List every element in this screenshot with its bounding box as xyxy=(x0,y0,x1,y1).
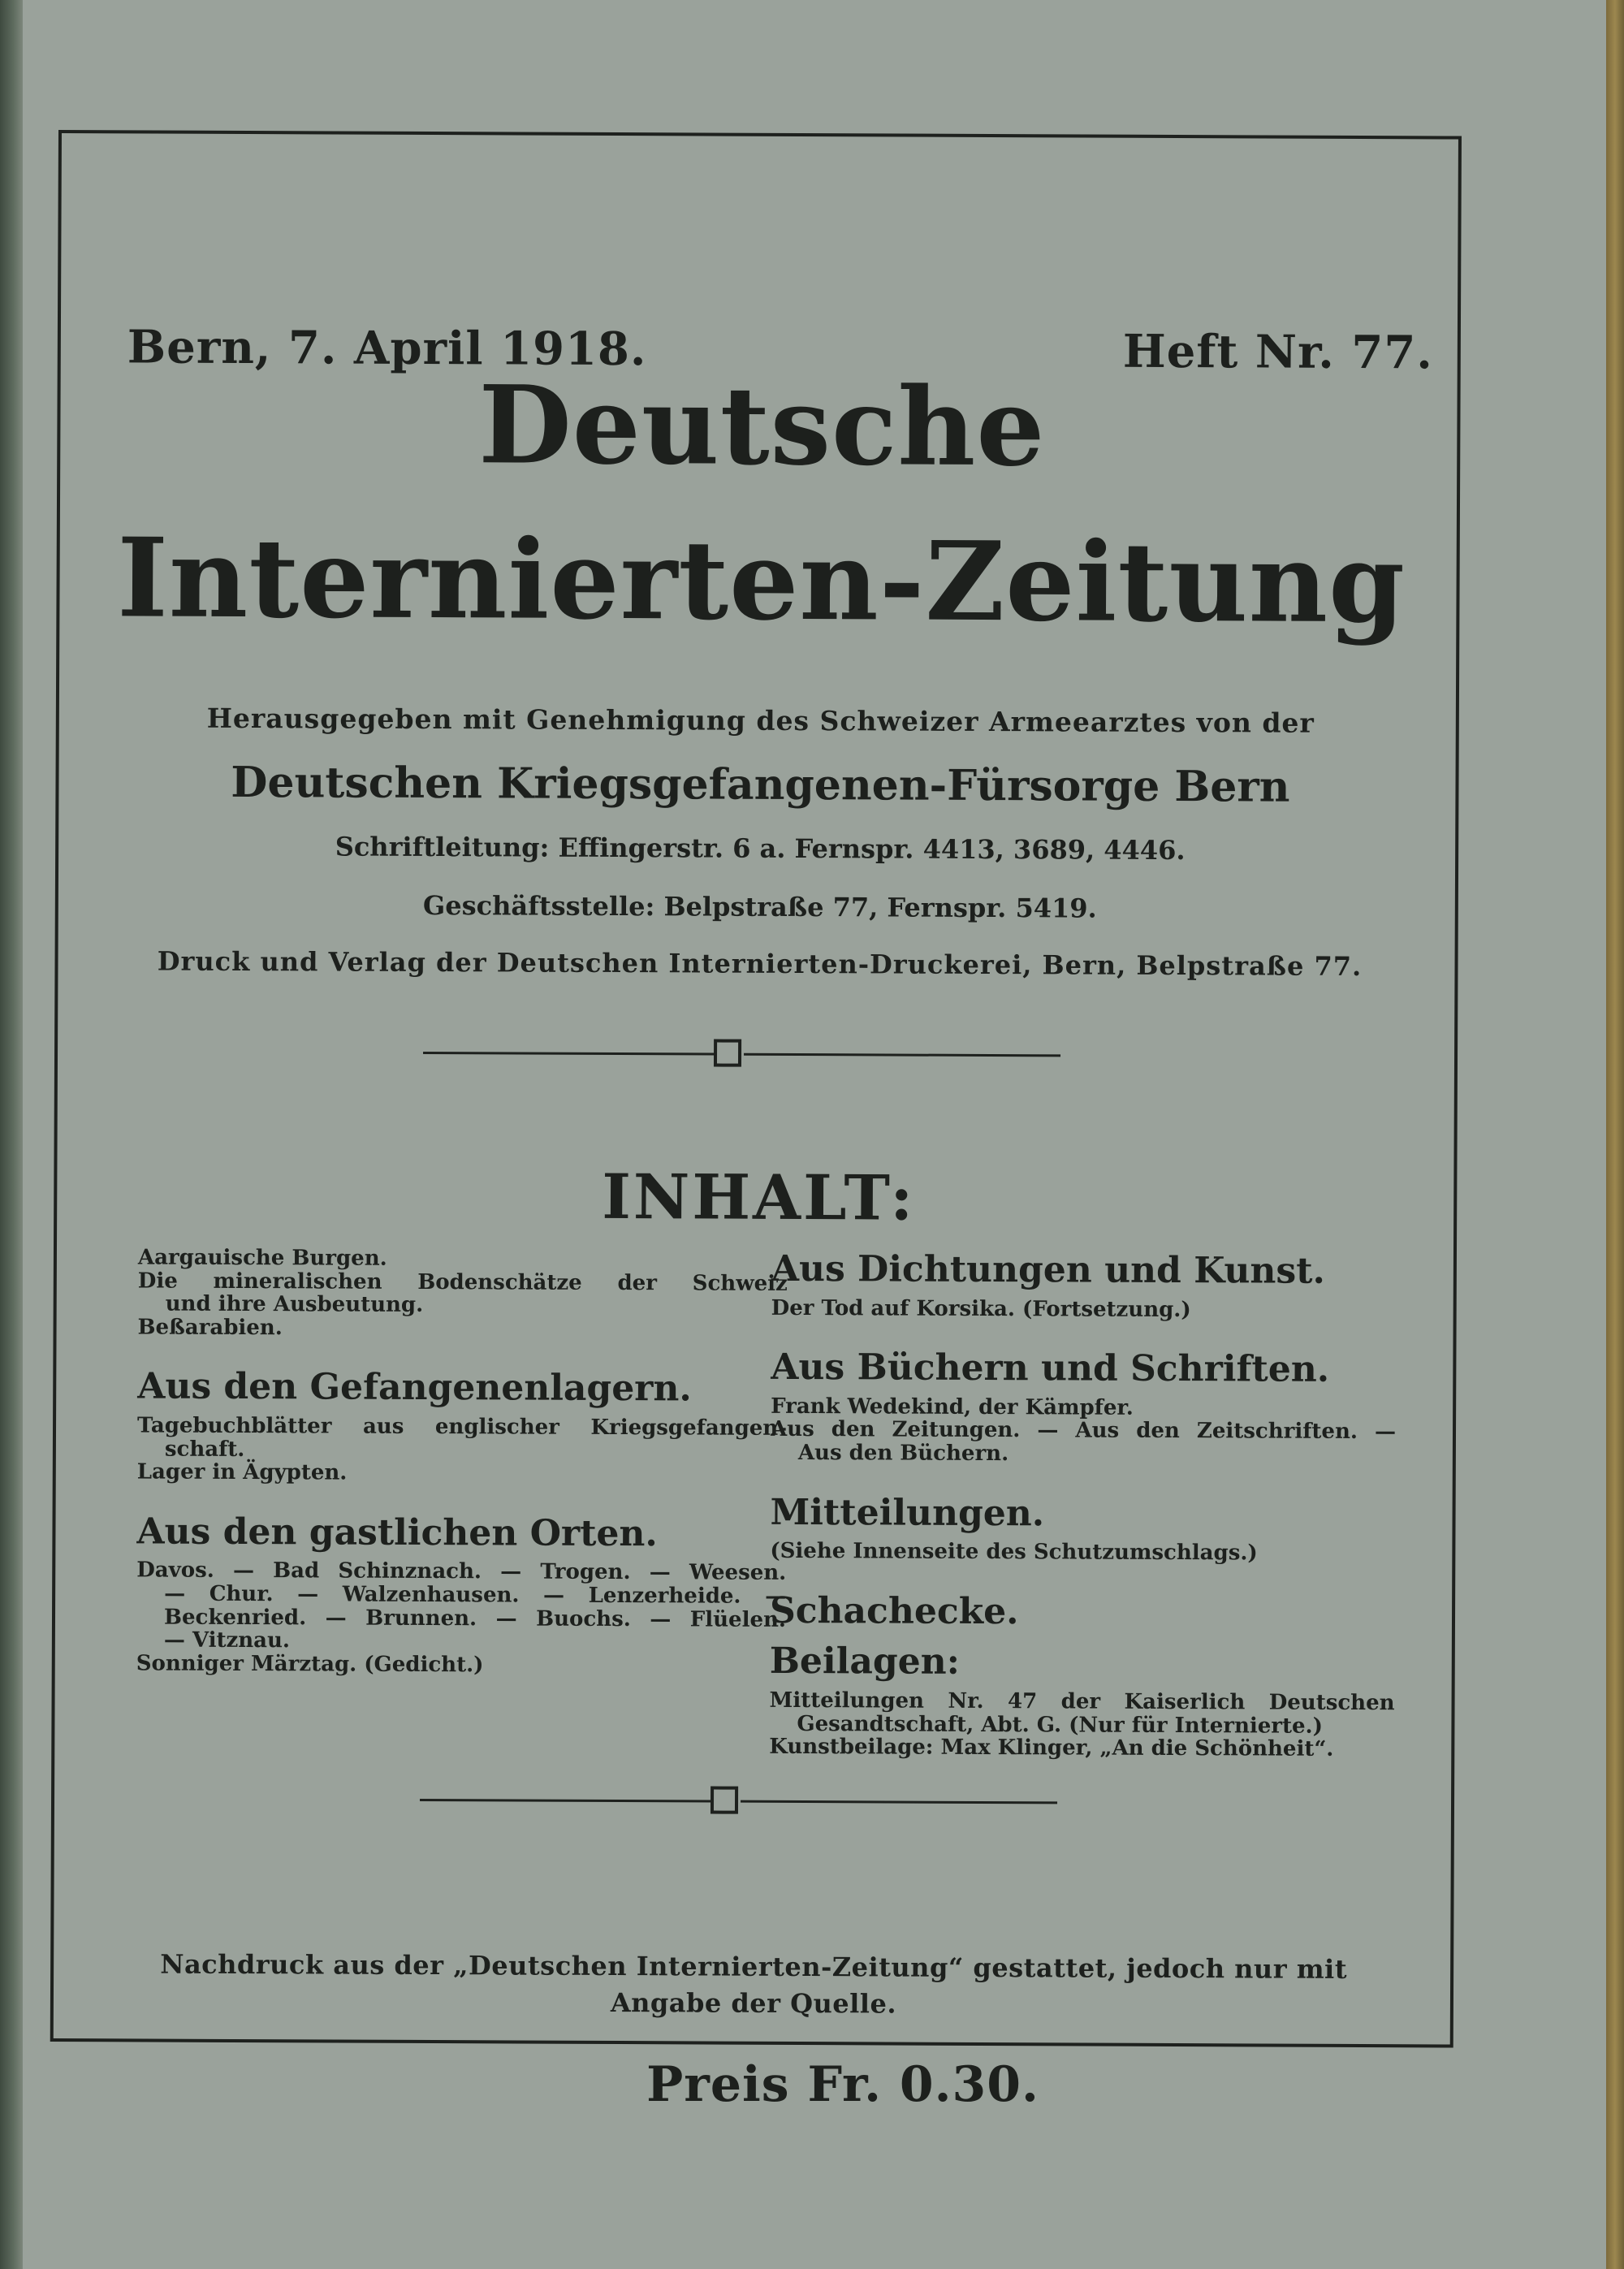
list-item: Aus den Büchern. xyxy=(797,1440,1009,1467)
ornament-divider-bottom xyxy=(54,1782,1458,1821)
reprint-notice xyxy=(120,1946,1387,2024)
list-item: Davos. — Bad Schinznach. — Trogen. — Weesen. xyxy=(136,1558,787,1586)
list-item: Kunstbeilage: Max Klinger, „An die Schönheit“. xyxy=(769,1734,1334,1761)
section-title: Aus Dichtungen und Kunst. xyxy=(771,1247,1325,1292)
list-item: Frank Wedekind, der Kämpfer. xyxy=(771,1394,1134,1420)
section-title: Beilagen: xyxy=(769,1640,961,1683)
ornament-rule-right xyxy=(744,1053,1060,1057)
contents-section-chess xyxy=(770,1591,1395,1635)
list-item: Mitteilungen Nr. 47 der Kaiserlich Deutschen xyxy=(769,1688,1395,1716)
office-address: Geschäftsstelle: Belpstraße 77, Fernspr. 5419. xyxy=(422,889,1097,924)
contents-section-supplements xyxy=(769,1641,1395,1761)
list-item: Lager in Ägypten. xyxy=(136,1459,348,1485)
section-title: Mitteilungen. xyxy=(770,1491,1045,1534)
section-title: Aus den Gefangenenlagern. xyxy=(137,1365,692,1410)
price-label: Preis Fr. 0.30. xyxy=(646,2056,1039,2113)
page-sheet xyxy=(23,0,1606,2269)
section-title: Aus den gastlichen Orten. xyxy=(136,1511,658,1554)
ornament-square-icon xyxy=(710,1787,738,1814)
contents-right-column xyxy=(769,1249,1397,1789)
ornament-rule-left xyxy=(420,1799,712,1803)
ornament-rule-left xyxy=(423,1052,715,1056)
reprint-notice-line-2: Angabe der Quelle. xyxy=(610,1986,897,2020)
list-item: — Vitznau. xyxy=(163,1627,291,1653)
publisher-line-1: Herausgegeben mit Genehmigung des Schweizer Armeearztes von der xyxy=(206,702,1315,739)
contents-section-places xyxy=(136,1511,787,1678)
title-line-2: Internierten-Zeitung xyxy=(116,513,1406,648)
list-item: (Siehe Innenseite des Schutzumschlags.) xyxy=(770,1538,1258,1566)
binding-edge-right xyxy=(1606,0,1624,2269)
contents-section-books xyxy=(771,1347,1397,1467)
publisher-name: Deutschen Kriegsgefangenen-Fürsorge Bern xyxy=(231,757,1290,812)
ornament-rule-right xyxy=(741,1800,1057,1804)
contents-intro-section xyxy=(138,1246,788,1342)
contents-section-notices xyxy=(770,1492,1395,1566)
list-item: Beckenried. — Brunnen. — Buochs. — Flüelen. xyxy=(163,1605,787,1632)
contents-heading: INHALT: xyxy=(602,1160,916,1234)
reprint-notice-line-1: Nachdruck aus der „Deutschen Internierten-Zeitung“ gestattet, jedoch nur mit xyxy=(160,1948,1348,1985)
list-item: Die mineralischen Bodenschätze der Schweiz xyxy=(137,1268,788,1296)
section-title: Aus Büchern und Schriften. xyxy=(771,1346,1330,1391)
list-item: Beßarabien. xyxy=(137,1315,283,1340)
list-item: Aus den Zeitungen. — Aus den Zeitschriften. — xyxy=(770,1417,1397,1445)
binding-spine-left xyxy=(0,0,23,2269)
list-item: Gesandtschaft, Abt. G. (Nur für Internierte.) xyxy=(797,1711,1324,1739)
printer-line: Druck und Verlag der Deutschen Internierten-Druckerei, Bern, Belpstraße 77. xyxy=(157,945,1363,983)
place-date: Bern, 7. April 1918. xyxy=(127,320,647,377)
ornament-square-icon xyxy=(714,1039,741,1067)
cover-frame xyxy=(50,130,1462,2048)
ornament-divider-top xyxy=(58,1035,1461,1074)
title-line-1: Deutsche xyxy=(478,362,1046,491)
list-item: Tagebuchblätter aus englischer Kriegsgefangen- xyxy=(136,1413,788,1441)
list-item: Sonniger Märztag. (Gedicht.) xyxy=(136,1651,484,1678)
contents-section-poetry xyxy=(771,1249,1397,1323)
list-item: — Chur. — Walzenhausen. — Lenzerheide. — xyxy=(164,1581,787,1609)
list-item: und ihre Ausbeutung. xyxy=(165,1291,424,1318)
issue-number: Heft Nr. 77. xyxy=(1122,324,1433,380)
editorial-address: Schriftleitung: Effingerstr. 6 a. Fernspr. 4413, 3689, 4446. xyxy=(335,831,1186,867)
contents-left-column xyxy=(136,1246,788,1705)
list-item: schaft. xyxy=(164,1437,245,1462)
list-item: Der Tod auf Korsika. (Fortsetzung.) xyxy=(771,1295,1191,1322)
contents-section-camps xyxy=(137,1367,788,1487)
list-item: Aargauische Burgen. xyxy=(137,1245,387,1271)
section-title: Schachecke. xyxy=(769,1589,1019,1632)
